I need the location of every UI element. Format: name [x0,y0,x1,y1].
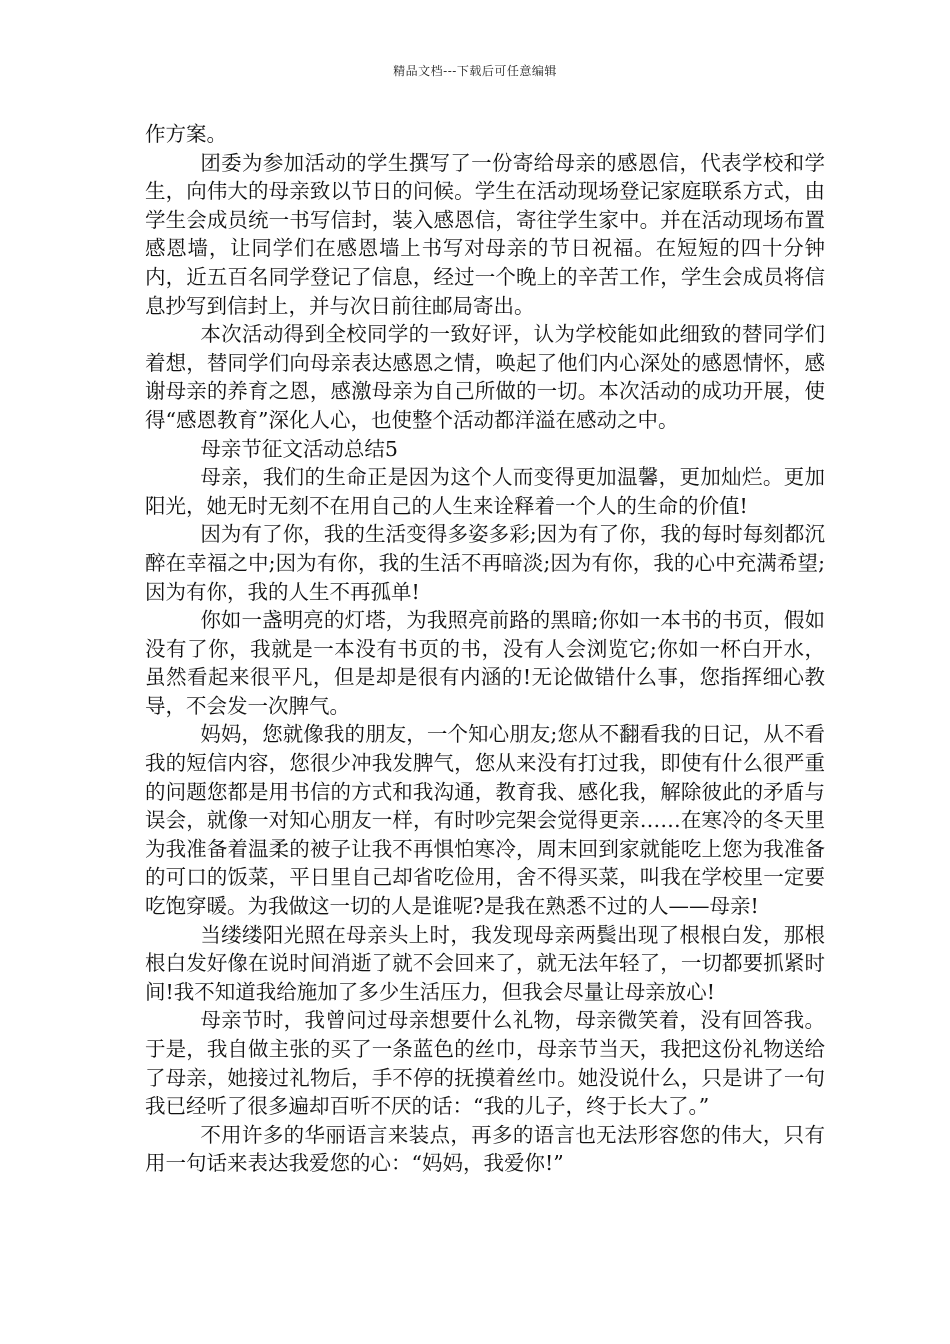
paragraph: 当缕缕阳光照在母亲头上时，我发现母亲两鬓出现了根根白发，那根根白发好像在说时间消逝了就不会回来了，就无法年轻了，一切都要抓紧时间!我不知道我给施加了多少生活压力，但我会尽量让母亲放心! [145,922,825,1004]
paragraph: 不用许多的华丽语言来装点，再多的语言也无法形容您的伟大，只有用一句话来表达我爱您的心：“妈妈，我爱你!” [145,1122,825,1176]
paragraph: 妈妈，您就像我的朋友，一个知心朋友;您从不翻看我的日记，从不看我的短信内容，您很少冲我发脾气，您从来没有打过我，即使有什么很严重的问题您都是用书信的方式和我沟通，教育我、感化我，解除彼此的矛盾与误会，就像一对知心朋友一样，有时吵完架会觉得更亲……在寒冷的冬天里为我准备着温柔的被子让我不再惧怕寒冷，周末回到家就能吃上您为我准备的可口的饭菜，平日里自己却省吃俭用，舍不得买菜，叫我在学校里一定要吃饱穿暖。为我做这一切的人是谁呢?是我在熟悉不过的人——母亲! [145,722,825,919]
paragraph: 母亲，我们的生命正是因为这个人而变得更加温馨，更加灿烂。更加阳光，她无时无刻不在用自己的人生来诠释着一个人的生命的价值! [145,465,825,518]
paragraph: 母亲节时，我曾问过母亲想要什么礼物，母亲微笑着，没有回答我。于是，我自做主张的买了一条蓝色的丝巾，母亲节当天，我把这份礼物送给了母亲，她接过礼物后，手不停的抚摸着丝巾。她没说什么，只是讲了一句我已经听了很多遍却百听不厌的话：“我的儿子，终于长大了。” [145,1008,825,1119]
paragraph: 你如一盏明亮的灯塔，为我照亮前路的黑暗;你如一本书的书页，假如没有了你，我就是一本没有书页的书，没有人会浏览它;你如一杯白开水，虽然看起来很平凡，但是却是很有内涵的!无论做错什么事，您指挥细心教导，不会发一次脾气。 [145,608,825,718]
document-body [145,120,825,1178]
page-header: 精品文档---下载后可任意编辑 [393,64,557,78]
paragraph: 团委为参加活动的学生撰写了一份寄给母亲的感恩信，代表学校和学生，向伟大的母亲致以节日的问候。学生在活动现场登记家庭联系方式，由学生会成员统一书写信封，装入感恩信，寄往学生家中。并在活动现场布置感恩墙，让同学们在感恩墙上书写对母亲的节日祝福。在短短的四十分钟内，近五百名同学登记了信息，经过一个晚上的辛苦工作，学生会成员将信息抄写到信封上，并与次日前往邮局寄出。 [145,150,825,318]
paragraph: 本次活动得到全校同学的一致好评，认为学校能如此细致的替同学们着想，替同学们向母亲表达感恩之情，唤起了他们内心深处的感恩情怀，感谢母亲的养育之恩，感激母亲为自己所做的一切。本次活动的成功开展，使得“感恩教育”深化人心，也使整个活动都洋溢在感动之中。 [145,322,825,432]
section-heading: 母亲节征文活动总结5 [200,436,398,461]
paragraph-continuation: 作方案。 [145,122,227,146]
paragraph: 因为有了你，我的生活变得多姿多彩;因为有了你，我的每时每刻都沉醉在幸福之中;因为有你，我的生活不再暗淡;因为有你，我的心中充满希望;因为有你，我的人生不再孤单! [145,522,825,604]
